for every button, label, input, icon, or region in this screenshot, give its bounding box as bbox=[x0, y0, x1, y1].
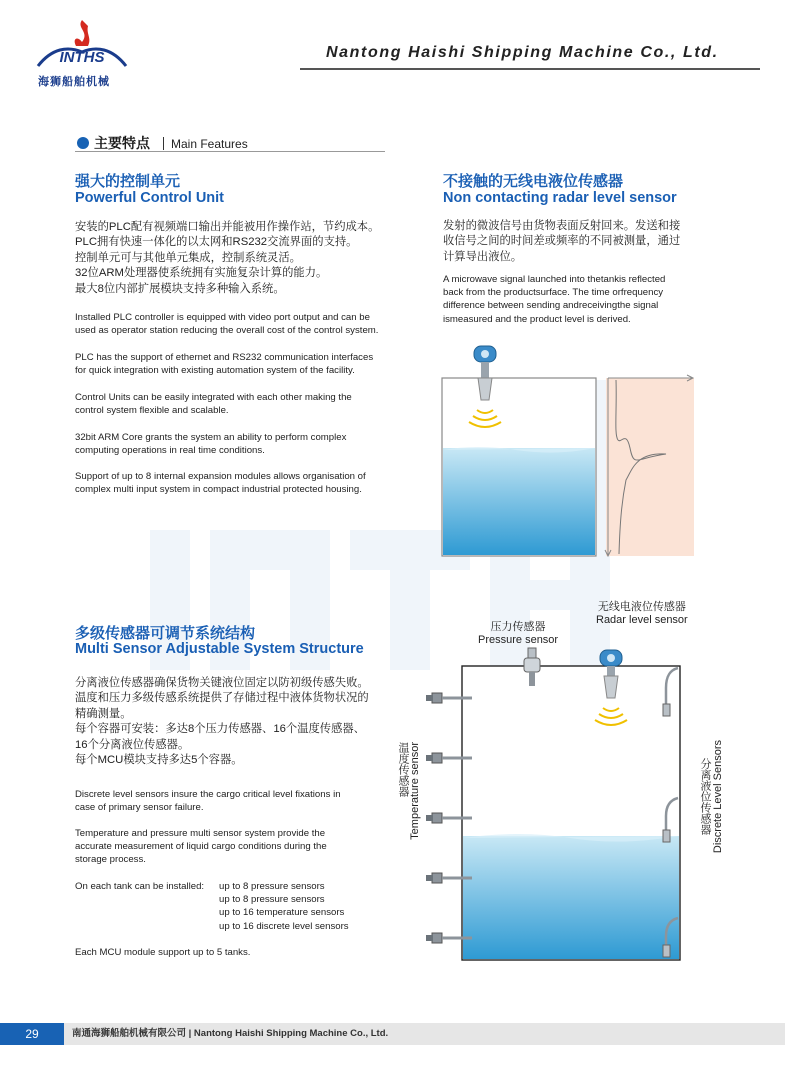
install-lead: On each tank can be installed: bbox=[75, 881, 205, 892]
section-heading bbox=[75, 134, 385, 152]
multi-sensor-title-en: Multi Sensor Adjustable System Structure bbox=[75, 641, 364, 657]
bullet-icon bbox=[77, 137, 89, 149]
text-line: computing operations in real time conditions. bbox=[75, 445, 265, 457]
text-line: 收信号之间的时间差或频率的不同被测量，通过 bbox=[443, 235, 681, 248]
discrete-level-sensors-label bbox=[694, 740, 732, 864]
text-line: 精确测量。 bbox=[75, 707, 132, 720]
list-item: up to 8 pressure sensors bbox=[219, 881, 325, 892]
text-line: 每个容器可安装：多达8个压力传感器、16个温度传感器、 bbox=[75, 723, 365, 736]
multi-sensor-cn-text bbox=[75, 676, 369, 768]
text-line: 每个MCU模块支持多达5个容器。 bbox=[75, 754, 243, 767]
text-line: control system flexible and scalable. bbox=[75, 405, 229, 417]
text-line: 安装的PLC配有视频端口输出并能被用作操作站，节约成本。 bbox=[75, 221, 380, 233]
multi-sensor-title-cn: 多级传感器可调节系统结构 bbox=[75, 625, 256, 642]
liquid bbox=[463, 836, 679, 959]
text-line: storage process. bbox=[75, 854, 146, 866]
signal-graph bbox=[606, 378, 694, 556]
label-en: Temperature sensor bbox=[409, 742, 421, 840]
multi-sensor-paragraph bbox=[75, 827, 327, 867]
logo-chinese-name: 海狮船舶机械 bbox=[38, 76, 110, 88]
multi-sensor-paragraph bbox=[75, 788, 341, 814]
text-line: accurate measurement of liquid cargo conditions during the bbox=[75, 841, 327, 853]
header-rule bbox=[300, 68, 760, 70]
text-line: for quick integration with existing automation system of the facility. bbox=[75, 365, 355, 377]
radar-illustration bbox=[436, 340, 698, 562]
page-number: 29 bbox=[0, 1023, 64, 1045]
control-unit-cn-text bbox=[75, 220, 379, 297]
footer-text: 南通海狮船舶机械有限公司 | Nantong Haishi Shipping Machine Co., Ltd. bbox=[72, 1028, 389, 1039]
text-line: 温度和压力多级传感系统提供了存储过程中液体货物状况的 bbox=[75, 692, 369, 705]
section-title-en: Main Features bbox=[171, 137, 248, 151]
label-en: Pressure sensor bbox=[478, 634, 559, 646]
company-logo bbox=[32, 18, 132, 73]
list-item: up to 16 discrete level sensors bbox=[219, 920, 349, 932]
text-line: difference between sending andreceivingthe signal bbox=[443, 300, 659, 312]
mcu-line: Each MCU module support up to 5 tanks. bbox=[75, 947, 251, 958]
label-cn: 压力传感器 bbox=[490, 621, 546, 633]
text-line: back from the productsurface. The time orfrequency bbox=[443, 287, 664, 299]
label-cn: 温度传感器 bbox=[397, 742, 409, 797]
divider bbox=[75, 151, 385, 152]
text-line: ismeasured and the product level is derived. bbox=[443, 313, 631, 325]
control-unit-paragraph bbox=[75, 311, 378, 337]
control-unit-paragraph bbox=[75, 391, 352, 417]
text-line: Installed PLC controller is equipped with video port output and can be bbox=[75, 312, 370, 323]
radar-title-en: Non contacting radar level sensor bbox=[443, 190, 677, 206]
label-cn: 分离液位传感器 bbox=[699, 758, 711, 835]
text-line: Control Units can be easily integrated with each other making the bbox=[75, 392, 352, 403]
radar-cn-text bbox=[443, 219, 680, 265]
text-line: PLC has the support of ethernet and RS232 communication interfaces bbox=[75, 352, 374, 363]
label-en: Discrete Level Sensors bbox=[712, 740, 724, 854]
text-line: Temperature and pressure multi sensor system provide the bbox=[75, 828, 326, 839]
control-unit-paragraph bbox=[75, 470, 366, 496]
text-line: 16个分离液位传感器。 bbox=[75, 738, 190, 751]
text-line: Support of up to 8 internal expansion modules allows organisation of bbox=[75, 471, 366, 482]
text-line: 32bit ARM Core grants the system an ability to perform complex bbox=[75, 432, 347, 443]
company-title: Nantong Haishi Shipping Machine Co., Ltd. bbox=[326, 44, 719, 61]
text-line: complex multi input system in compact industrial protected housing. bbox=[75, 484, 362, 496]
control-unit-title-en: Powerful Control Unit bbox=[75, 190, 225, 206]
control-unit-paragraph bbox=[75, 431, 346, 457]
control-unit-paragraph bbox=[75, 351, 373, 377]
text-line: 最大8位内部扩展模块支持多种输入系统。 bbox=[75, 282, 285, 295]
text-line: used as operator station reducing the overall cost of the control system. bbox=[75, 325, 379, 337]
install-list bbox=[219, 880, 349, 933]
text-line: 控制单元可与其他单元集成，控制系统灵活。 bbox=[75, 251, 301, 264]
text-line: 分离液位传感器确保货物关键液位固定以防初级传感失败。 bbox=[75, 677, 369, 689]
liquid bbox=[443, 448, 595, 555]
radar-sensor-label bbox=[596, 598, 688, 626]
section-title-cn: 主要特点 bbox=[94, 135, 150, 151]
label-en: Radar level sensor bbox=[596, 614, 688, 626]
text-line: Discrete level sensors insure the cargo critical level fixations in bbox=[75, 789, 341, 800]
text-line: 发射的微波信号由货物表面反射回来。发送和接 bbox=[443, 220, 681, 232]
text-line: 32位ARM处理器使系统拥有实施复杂计算的能力。 bbox=[75, 267, 328, 280]
radar-en-text bbox=[443, 273, 665, 326]
logo-text: INTHS bbox=[59, 49, 105, 66]
list-item: up to 16 temperature sensors bbox=[219, 907, 345, 919]
list-item: up to 8 pressure sensors bbox=[219, 894, 325, 906]
text-line: A microwave signal launched into thetankis reflected bbox=[443, 274, 666, 285]
text-line: case of primary sensor failure. bbox=[75, 802, 204, 814]
text-line: PLC拥有快速一体化的以太网和RS232交流界面的支持。 bbox=[75, 236, 358, 249]
text-line: 计算导出液位。 bbox=[443, 250, 523, 263]
control-unit-title-cn: 强大的控制单元 bbox=[75, 173, 181, 190]
divider bbox=[163, 137, 164, 150]
multi-sensor-diagram bbox=[420, 640, 690, 965]
label-cn: 无线电液位传感器 bbox=[597, 601, 686, 613]
radar-title-cn: 不接触的无线电液位传感器 bbox=[443, 173, 624, 190]
